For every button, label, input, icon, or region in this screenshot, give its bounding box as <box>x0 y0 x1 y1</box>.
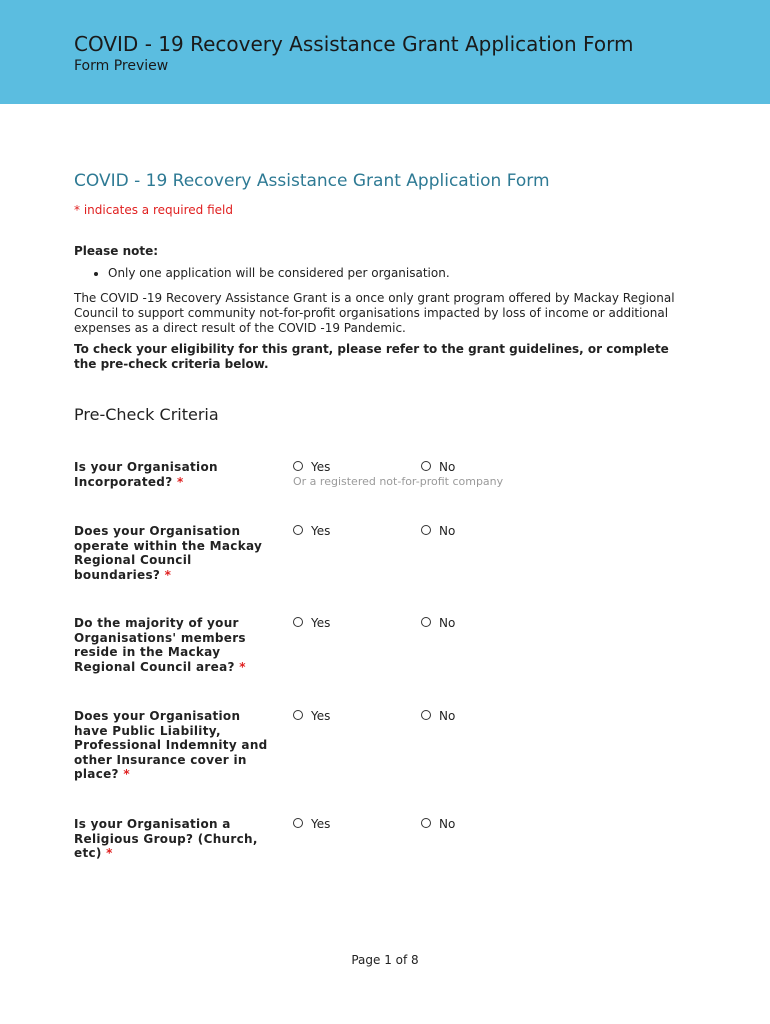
section-title: Pre-Check Criteria <box>74 405 219 424</box>
form-header-banner <box>0 0 770 104</box>
option-label: No <box>439 460 456 474</box>
radio-yes-incorporated[interactable] <box>293 460 330 474</box>
radio-no-within-boundaries[interactable] <box>421 524 455 538</box>
please-note-heading: Please note: <box>74 244 159 258</box>
option-label: No <box>439 817 456 831</box>
option-label: Yes <box>311 616 331 630</box>
question-label: Do the majority of your Organisations' members reside in the Mackay Regional Council area? <box>74 616 246 674</box>
eligibility-note: To check your eligibility for this grant, please refer to the grant guidelines, or complete the pre-check criteria below. <box>74 342 669 371</box>
radio-no-members-reside[interactable] <box>421 616 455 630</box>
radio-circle-icon[interactable] <box>293 710 303 720</box>
radio-circle-icon[interactable] <box>421 525 431 535</box>
radio-circle-icon[interactable] <box>293 818 303 828</box>
required-marker: * <box>106 846 113 861</box>
question-incorporated <box>74 460 274 489</box>
question-religious-group <box>74 817 274 861</box>
page-number: Page 1 of 8 <box>351 953 419 967</box>
option-label: Yes <box>311 709 331 723</box>
question-hint: Or a registered not-for-profit company <box>293 475 504 488</box>
radio-yes-insurance[interactable] <box>293 709 330 723</box>
radio-no-incorporated[interactable] <box>421 460 455 474</box>
question-within-boundaries <box>74 524 274 582</box>
required-field-note: * indicates a required field <box>74 203 233 217</box>
option-label: Yes <box>311 524 331 538</box>
radio-circle-icon[interactable] <box>293 461 303 471</box>
form-title: COVID - 19 Recovery Assistance Grant Application Form <box>74 171 550 191</box>
radio-circle-icon[interactable] <box>421 710 431 720</box>
radio-circle-icon[interactable] <box>421 617 431 627</box>
radio-yes-religious-group[interactable] <box>293 817 330 831</box>
question-label: Does your Organisation have Public Liability, Professional Indemnity and other Insurance cover in place? <box>74 709 268 782</box>
radio-yes-members-reside[interactable] <box>293 616 330 630</box>
radio-no-religious-group[interactable] <box>421 817 455 831</box>
radio-circle-icon[interactable] <box>293 525 303 535</box>
option-label: No <box>439 709 456 723</box>
radio-no-insurance[interactable] <box>421 709 455 723</box>
radio-circle-icon[interactable] <box>421 818 431 828</box>
radio-yes-within-boundaries[interactable] <box>293 524 330 538</box>
required-marker: * <box>239 659 246 674</box>
description-paragraph: The COVID -19 Recovery Assistance Grant is a once only grant program offered by Mackay Regional Council to support community not-for-profit organisations impacted by loss of income or additional expenses as a direct result of the COVID -19 Pandemic. <box>74 291 675 335</box>
option-label: No <box>439 616 456 630</box>
radio-circle-icon[interactable] <box>421 461 431 471</box>
note-list <box>90 266 450 280</box>
radio-circle-icon[interactable] <box>293 617 303 627</box>
question-label: Does your Organisation operate within the Mackay Regional Council boundaries? <box>74 524 263 582</box>
option-label: Yes <box>311 817 331 831</box>
question-members-reside <box>74 616 274 674</box>
required-marker: * <box>164 567 172 582</box>
required-marker: * <box>176 474 184 489</box>
note-list-item: • Only one application will be considered per organisation. <box>108 266 450 280</box>
header-title: COVID - 19 Recovery Assistance Grant Application Form <box>74 32 634 56</box>
question-label: Is your Organisation Incorporated? <box>74 460 218 489</box>
option-label: No <box>439 524 456 538</box>
required-marker: * <box>123 767 130 782</box>
question-label: Is your Organisation a Religious Group? (Church, etc) <box>74 817 258 861</box>
header-subtitle: Form Preview <box>74 58 169 74</box>
question-insurance <box>74 709 274 782</box>
option-label: Yes <box>311 460 331 474</box>
